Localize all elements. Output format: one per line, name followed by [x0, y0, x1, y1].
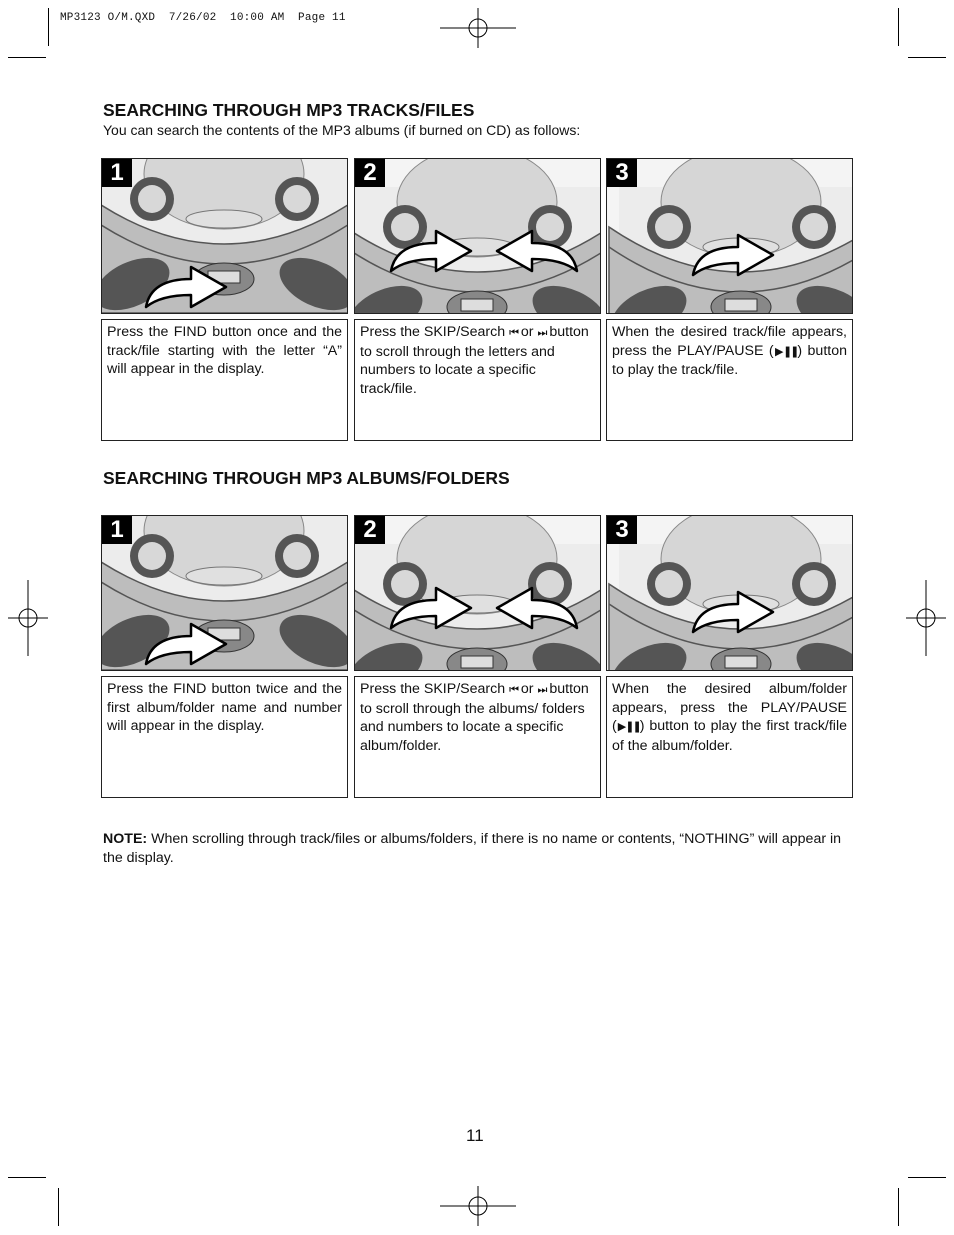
step-number: 2 [355, 159, 385, 187]
skip-forward-icon: ⏭ [537, 683, 546, 696]
step-number: 1 [102, 516, 132, 544]
step-3-description: When the desired album/folder appears, press the PLAY/PAUSE (▶❚❚) button to play the first track/file of the album/folder. [606, 676, 853, 798]
print-slug: MP3123 O/M.QXD 7/26/02 10:00 AM Page 11 [60, 12, 346, 24]
step-1-description: Press the FIND button once and the track/file starting with the letter “A” will appear in the display. [101, 319, 348, 441]
skip-forward-icon: ⏭ [537, 326, 546, 339]
registration-mark-icon [8, 580, 48, 656]
step-2-illustration [354, 515, 601, 671]
play-pause-icon: ▶❚❚ [616, 720, 640, 734]
step-number: 1 [102, 159, 132, 187]
registration-mark-icon [440, 1186, 516, 1226]
crop-mark [908, 1177, 946, 1178]
section-title-albums: SEARCHING THROUGH MP3 ALBUMS/FOLDERS [103, 468, 510, 488]
play-pause-icon: ▶❚❚ [773, 344, 798, 358]
step-3-illustration [606, 158, 853, 314]
crop-mark [898, 1188, 899, 1226]
step-1-illustration [101, 158, 348, 314]
skip-back-icon: ⏮ [509, 683, 517, 696]
crop-mark [908, 57, 946, 58]
registration-mark-icon [906, 580, 946, 656]
step-2-description: Press the SKIP/Search ⏮ or ⏭ button to scroll through the albums/ folders and numbers to locate a specific album/folder. [354, 676, 601, 798]
step-3-description: When the desired track/file appears, press the PLAY/PAUSE (▶❚❚) button to play the track/file. [606, 319, 853, 441]
registration-mark-icon [440, 8, 516, 48]
page-number: 11 [466, 1126, 484, 1145]
step-2-illustration [354, 158, 601, 314]
skip-back-icon: ⏮ [509, 326, 517, 339]
intro-text: You can search the contents of the MP3 albums (if burned on CD) as follows: [103, 122, 581, 138]
step-2-description: Press the SKIP/Search ⏮ or ⏭ button to scroll through the letters and numbers to locate a specific track/file. [354, 319, 601, 441]
step-1-illustration [101, 515, 348, 671]
note-paragraph [103, 830, 863, 868]
step-1-description: Press the FIND button twice and the first album/folder name and number will appear in the display. [101, 676, 348, 798]
crop-mark [8, 1177, 46, 1178]
crop-mark [48, 8, 49, 46]
step-number: 2 [355, 516, 385, 544]
step-number: 3 [607, 516, 637, 544]
note-text: When scrolling through track/files or albums/folders, if there is no name or contents, “NOTHING” will appear in the display. [103, 831, 842, 866]
note-label: NOTE: [103, 831, 148, 847]
crop-mark [8, 57, 46, 58]
crop-mark [58, 1188, 59, 1226]
step-number: 3 [607, 159, 637, 187]
section-title-tracks: SEARCHING THROUGH MP3 TRACKS/FILES [103, 100, 475, 120]
crop-mark [898, 8, 899, 46]
step-3-illustration [606, 515, 853, 671]
